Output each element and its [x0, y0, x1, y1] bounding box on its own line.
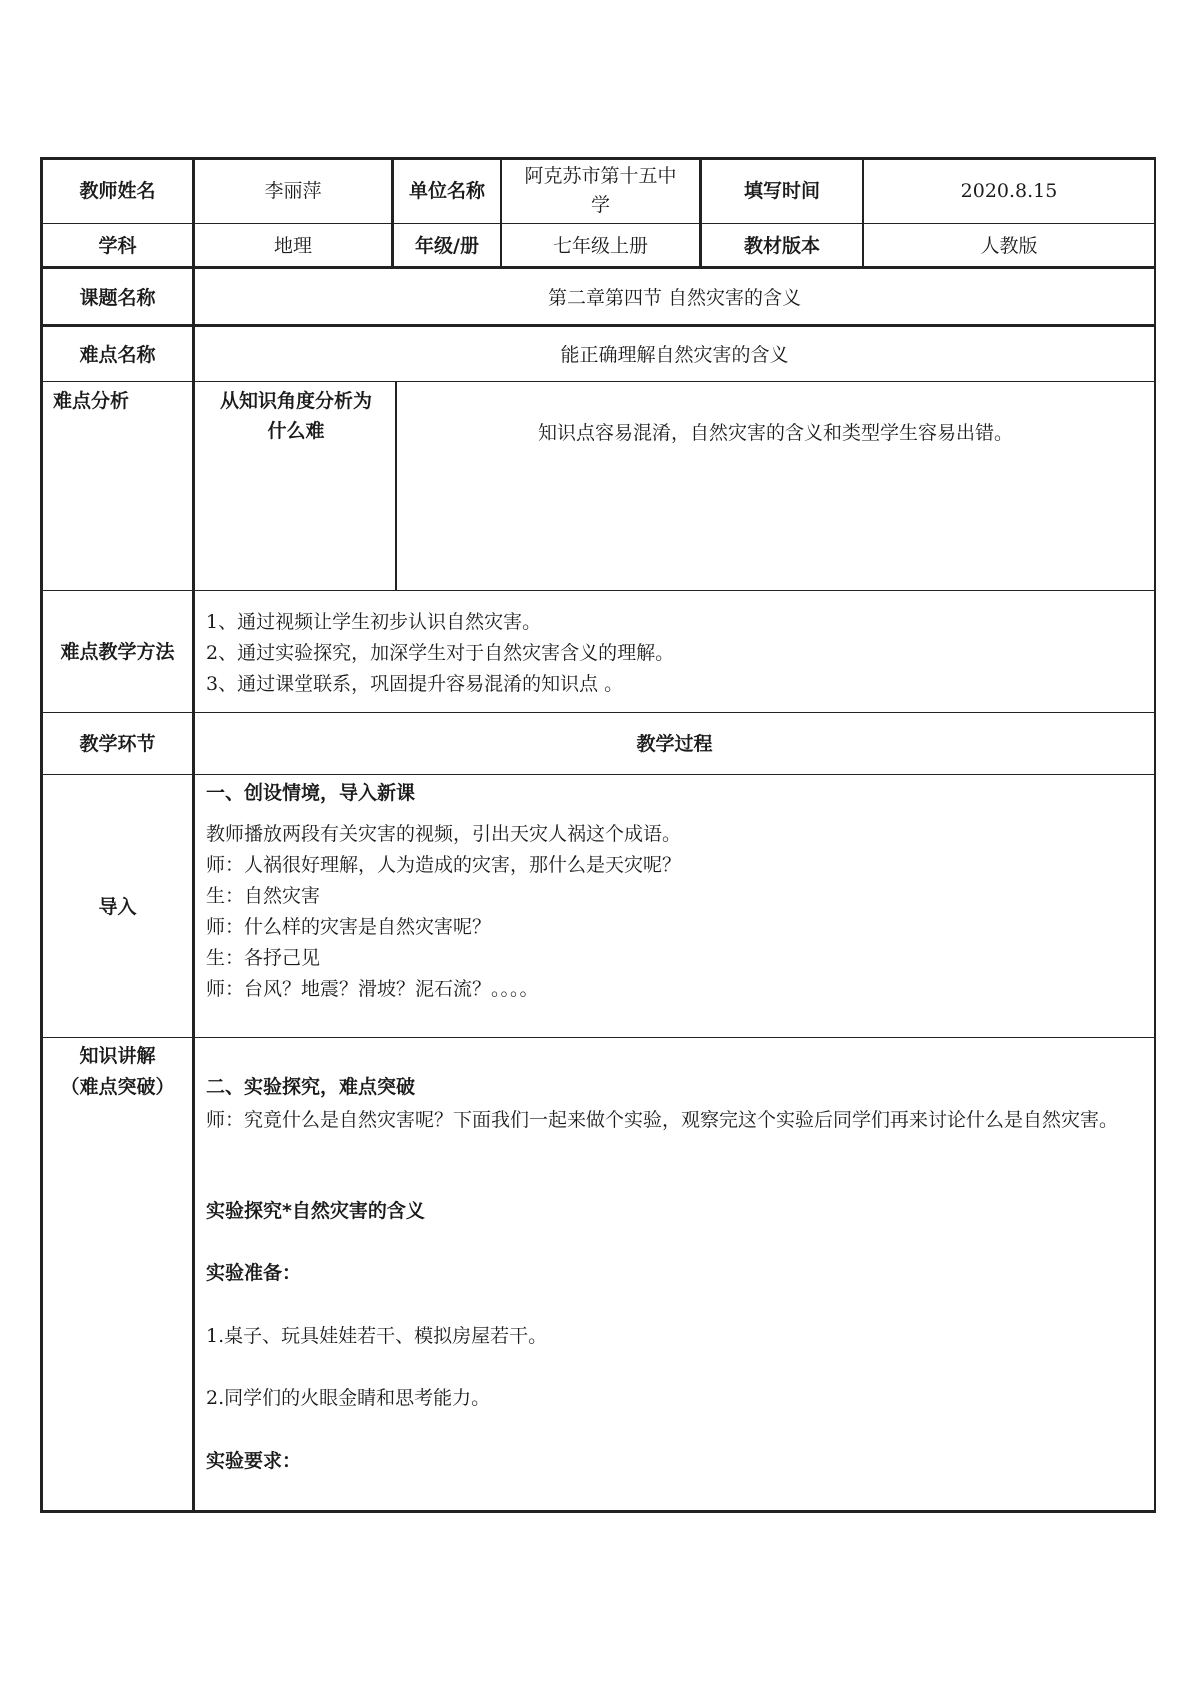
intro-heading: 一、创设情境，导入新课: [206, 782, 416, 804]
method-item: 2、通过实验探究，加深学生对于自然灾害含义的理解。: [206, 642, 675, 664]
difficulty-value: 能正确理解自然灾害的含义: [560, 344, 789, 366]
grade-value: 七年级上册: [552, 235, 648, 257]
grade-label: 年级/册: [415, 235, 479, 257]
row-divider: [40, 1037, 1156, 1038]
subject-value: 地理: [273, 235, 312, 257]
process-header: 教学过程: [636, 733, 713, 755]
method-label: 难点教学方法: [60, 641, 175, 663]
table-border-top: [40, 157, 1156, 160]
requirements-title: 实验要求：: [206, 1450, 302, 1472]
table-border-bottom: [40, 1510, 1156, 1513]
row-divider: [40, 266, 1156, 269]
row-divider: [40, 774, 1156, 775]
row-divider: [40, 712, 1156, 713]
analysis-value: 知识点容易混淆，自然灾害的含义和类型学生容易出错。: [537, 422, 1013, 444]
intro-line: 师：台风？地震？滑坡？泥石流？。。。。: [206, 978, 539, 1000]
method-item: 3、通过课堂联系，巩固提升容易混淆的知识点 。: [206, 673, 624, 695]
experiment-title: 实验探究*自然灾害的含义: [206, 1200, 425, 1222]
knowledge-label-line1: 知识讲解: [79, 1045, 156, 1067]
difficulty-label: 难点名称: [79, 344, 156, 366]
column-divider: [395, 381, 397, 591]
fill-date-label: 填写时间: [743, 180, 820, 202]
fill-date-value: 2020.8.15: [960, 180, 1058, 202]
row-divider: [40, 381, 1156, 382]
edition-value: 人教版: [980, 235, 1038, 257]
row-divider: [40, 324, 1156, 327]
teacher-name-value: 李丽萍: [264, 180, 322, 202]
knowledge-paragraph: 师：究竟什么是自然灾害呢？下面我们一起来做个实验，观察完这个实验后同学们再来讨论什么是自然灾害。: [206, 1109, 1119, 1131]
knowledge-heading: 二、实验探究，难点突破: [206, 1076, 416, 1098]
method-list: [206, 607, 674, 700]
unit-name-label: 单位名称: [408, 180, 485, 202]
topic-label: 课题名称: [79, 287, 156, 309]
row-divider: [40, 590, 1156, 591]
intro-label: 导入: [98, 896, 137, 918]
preparation-item: 1.桌子、玩具娃娃若干、模拟房屋若干。: [206, 1325, 548, 1347]
analysis-sublabel-line1: 从知识角度分析为: [219, 390, 372, 412]
preparation-item: 2.同学们的火眼金睛和思考能力。: [206, 1387, 491, 1409]
edition-label: 教材版本: [743, 235, 820, 257]
teacher-name-label: 教师姓名: [79, 180, 156, 202]
intro-line: 生：各抒己见: [206, 947, 321, 969]
preparation-title: 实验准备：: [206, 1262, 302, 1284]
analysis-sublabel-line2: 什么难: [267, 420, 325, 442]
intro-line: 师：人祸很好理解，人为造成的灾害，那什么是天灾呢？: [206, 854, 682, 876]
row-divider: [40, 223, 1156, 224]
knowledge-label-line2: （难点突破）: [60, 1076, 175, 1098]
intro-line: 师：什么样的灾害是自然灾害呢？: [206, 916, 492, 938]
topic-value: 第二章第四节 自然灾害的含义: [547, 287, 802, 309]
unit-name-value-line2: 学: [590, 194, 610, 216]
intro-line: 教师播放两段有关灾害的视频，引出天灾人祸这个成语。: [206, 823, 682, 845]
analysis-label: 难点分析: [53, 390, 130, 412]
stage-header: 教学环节: [79, 733, 156, 755]
method-item: 1、通过视频让学生初步认识自然灾害。: [206, 611, 542, 633]
intro-dialogue: [206, 819, 681, 1005]
table-border-right: [1154, 157, 1156, 1513]
intro-line: 生：自然灾害: [206, 885, 321, 907]
unit-name-value-line1: 阿克苏市第十五中: [524, 165, 677, 187]
subject-label: 学科: [98, 235, 137, 257]
